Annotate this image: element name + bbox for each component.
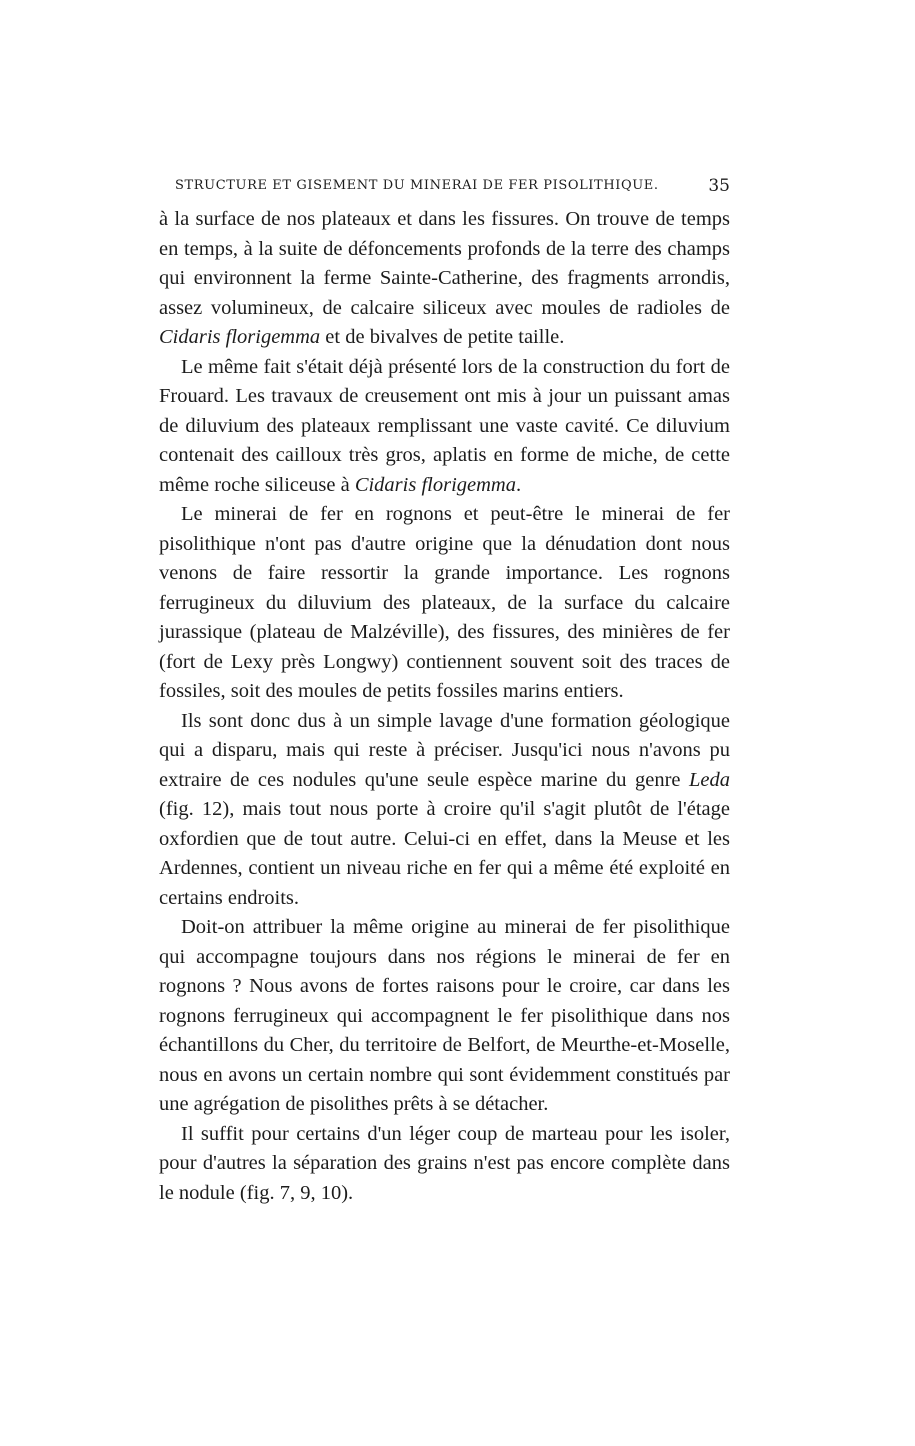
body-text [159, 205, 730, 1208]
italic-taxon: Cidaris florigemma [354, 473, 516, 496]
text-run: Ils sont donc dus à un simple lavage d'une formation géologique qui a disparu, mais qui reste à préciser. Jusqu'ici nous n'avons pu extraire de ces nodules qu'une seule espèce marine du genre [159, 709, 730, 791]
text-run: . [515, 473, 522, 496]
text-run: Le même fait s'était déjà présenté lors de la construction du fort de Frouard. Les travaux de creusement ont mis à jour un puissant amas de diluvium des plateaux remplissant une vaste cavité. Ce diluvium contenait des cailloux très gros, aplatis en forme de miche, de cette même roche siliceuse à [159, 355, 730, 496]
paragraph [159, 913, 730, 1120]
paragraph [159, 707, 730, 914]
paragraph [159, 500, 730, 707]
text-run: Doit-on attribuer la même origine au minerai de fer pisolithique qui accompagne toujours dans nos régions le minerai de fer en rognons ? Nous avons de fortes raisons pour le croire, car dans les rognons ferrugineux qui accompagnent le fer pisolithique dans nos échantillons du Cher, du territoire de Belfort, de Meurthe-et-Moselle, nous en avons un certain nombre qui sont évidemment constitués par une agrégation de pisolithes prêts à se détacher. [159, 916, 730, 1115]
running-title: STRUCTURE ET GISEMENT DU MINERAI DE FER PISOLITHIQUE. [175, 178, 659, 193]
text-run: (fig. 12), mais tout nous porte à croire qu'il s'agit plutôt de l'étage oxfordien que de tout autre. Celui-ci en effet, dans la Meuse et les Ardennes, contient un niveau riche en fer qui a même été exploité en certains endroits. [159, 798, 730, 909]
text-run: Il suffit pour certains d'un léger coup de marteau pour les isoler, pour d'autres la séparation des grains n'est pas encore complète dans le nodule (fig. 7, 9, 10). [159, 1122, 730, 1204]
paragraph [159, 205, 730, 353]
italic-taxon: Leda [689, 768, 730, 791]
running-head [175, 178, 730, 198]
text-run: et de bivalves de petite taille. [320, 326, 565, 348]
italic-taxon: Cidaris florigemma [159, 326, 321, 348]
text-run: Le minerai de fer en rognons et peut-être le minerai de fer pisolithique n'ont pas d'autre origine que la dénudation dont nous venons de faire ressortir la grande importance. Les rognons ferrugineux du diluvium des plateaux, de la surface du calcaire jurassique (plateau de Malzéville), des fissures, des minières de fer (fort de Lexy près Longwy) contiennent souvent soit des traces de fossiles, soit des moules de petits fossiles marins entiers. [159, 503, 730, 702]
paragraph [159, 353, 730, 501]
page-number: 35 [708, 176, 730, 196]
text-run: à la surface de nos plateaux et dans les fissures. On trouve de temps en temps, à la suite de défoncements profonds de la terre des champs qui environnent la ferme Sainte-Catherine, des fragments arrondis, assez volumineux, de calcaire siliceux avec moules de radioles de [159, 208, 730, 319]
paragraph [159, 1120, 730, 1209]
